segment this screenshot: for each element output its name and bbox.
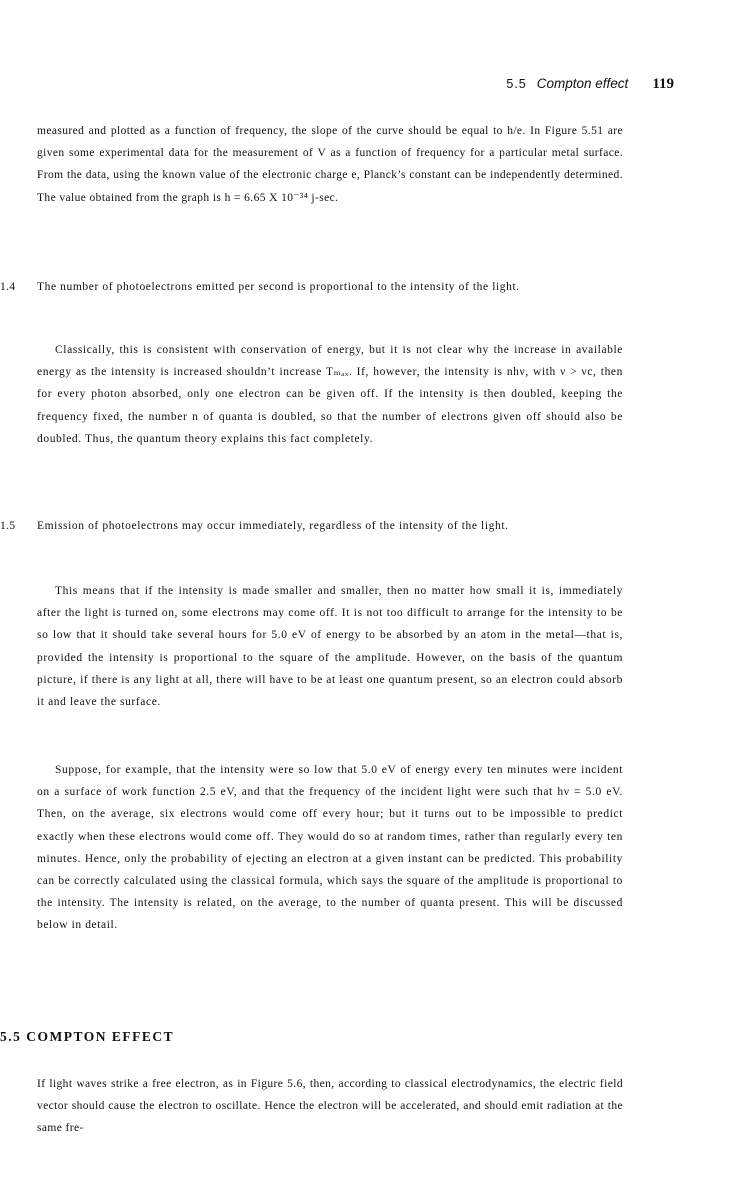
section-intro-paragraph: If light waves strike a free electron, as in Figure 5.6, then, according to classical electrodynamics, the electric field vector should cause the electron to oscillate. Hence the electron will be accelerated, and should emit radiation at the same fre- — [37, 1078, 623, 1135]
section-heading: 5.5 COMPTON EFFECT — [0, 1029, 175, 1044]
item-statement: Emission of photoelectrons may occur immediately, regardless of the intensity of the light. — [37, 520, 509, 532]
item-statement: The number of photoelectrons emitted per second is proportional to the intensity of the light. — [37, 281, 520, 293]
header-section-number: 5.5 — [506, 77, 527, 91]
item-explanation-first: This means that if the intensity is made smaller and smaller, then no matter how small it is, immediately after the light is turned on, some electrons may come off. It is not too difficult to arrange for the intensity to be so low that it should take several hours for 5.0 eV of energy to be absorbed by an atom in the metal—that is, provided the intensity is proportional to the square of the amplitude. However, on the basis of the quantum picture, if there is any light at all, there will have to be at least one quantum present, so an electron could absorb it and leave the surface. — [37, 585, 623, 709]
item-explanation: Classically, this is consistent with conservation of energy, but it is not clear why the increase in available energy as the intensity is increased shouldn’t increase Tₘₐₓ. If, however, the intensity is nhν, with ν > νc, then for every photon absorbed, only one electron can be given off. If the intensity is then doubled, keeping the frequency fixed, the number n of quanta is doubled, so that the number of electrons given off should also be doubled. Thus, the quantum theory explains this fact completely. — [37, 344, 623, 445]
item-number: 1.4 — [0, 281, 16, 293]
item-explanation-second: Suppose, for example, that the intensity were so low that 5.0 eV of energy every ten minutes were incident on a surface of work function 2.5 eV, and that the frequency of the incident light were such that hν = 5.0 eV. Then, on the average, six electrons would come off every hour; but it turns out to be impossible to predict exactly when these electrons would come off. They would do so at random times, rather than regularly every ten minutes. Hence, only the probability of ejecting an electron at a given instant can be predicted. This probability can be correctly calculated using the classical formula, which says the square of the amplitude is proportional to the intensity. The intensity is related, on the average, to the number of quanta present. This will be discussed below in detail. — [37, 764, 623, 932]
page-number: 119 — [652, 76, 674, 92]
item-number: 1.5 — [0, 520, 16, 532]
paragraph-planck-determination: measured and plotted as a function of frequency, the slope of the curve should be equal to h/e. In Figure 5.51 are given some experimental data for the measurement of V as a function of frequency for a particular metal surface. From the data, using the known value of the electronic charge e, Planck’s constant can be independently determined. The value obtained from the graph is h = 6.65 X 10⁻³⁴ j-sec. — [37, 125, 623, 204]
running-header — [506, 76, 674, 93]
header-section-title: Compton effect — [536, 76, 629, 91]
